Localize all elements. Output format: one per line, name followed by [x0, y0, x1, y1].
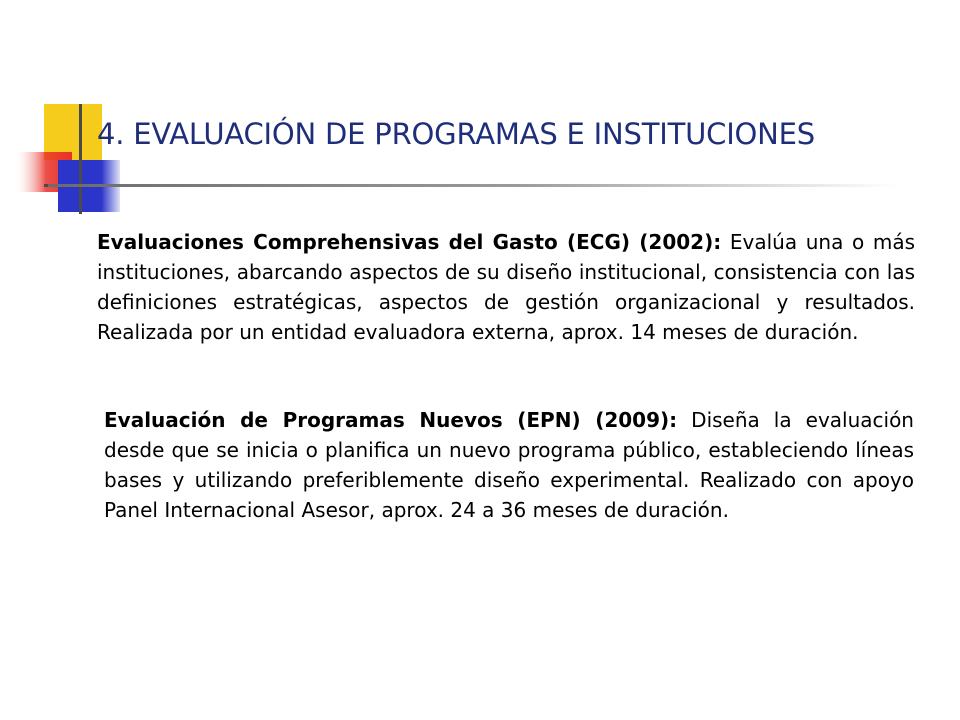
paragraph-epn-body: Diseña la evaluación desde que se inicia o planifica un nuevo programa público, estableciendo líneas bases y utilizando preferiblemente diseño experimental. Realizado con apoyo Panel Internacional Asesor, aprox. 24 a 36 meses de duración.: [104, 408, 914, 522]
deco-yellow-square: [44, 104, 102, 160]
deco-vertical-line: [79, 104, 82, 214]
paragraph-ecg-lead: Evaluaciones Comprehensivas del Gasto (ECG) (2002):: [97, 230, 722, 254]
slide-decoration-logo: [0, 0, 140, 220]
slide-title: 4. EVALUACIÓN DE PROGRAMAS E INSTITUCIONES: [97, 117, 816, 151]
title-underline: [48, 184, 898, 187]
paragraph-ecg: [97, 227, 915, 347]
paragraph-epn-lead: Evaluación de Programas Nuevos (EPN) (2009):: [104, 408, 678, 432]
paragraph-epn: [104, 405, 914, 525]
paragraph-ecg-body: Evalúa una o más instituciones, abarcando aspectos de su diseño institucional, consistencia con las definiciones estratégicas, aspectos de gestión organizacional y resultados. Realizada por un entidad evaluadora externa, aprox. 14 meses de duración.: [97, 230, 915, 344]
